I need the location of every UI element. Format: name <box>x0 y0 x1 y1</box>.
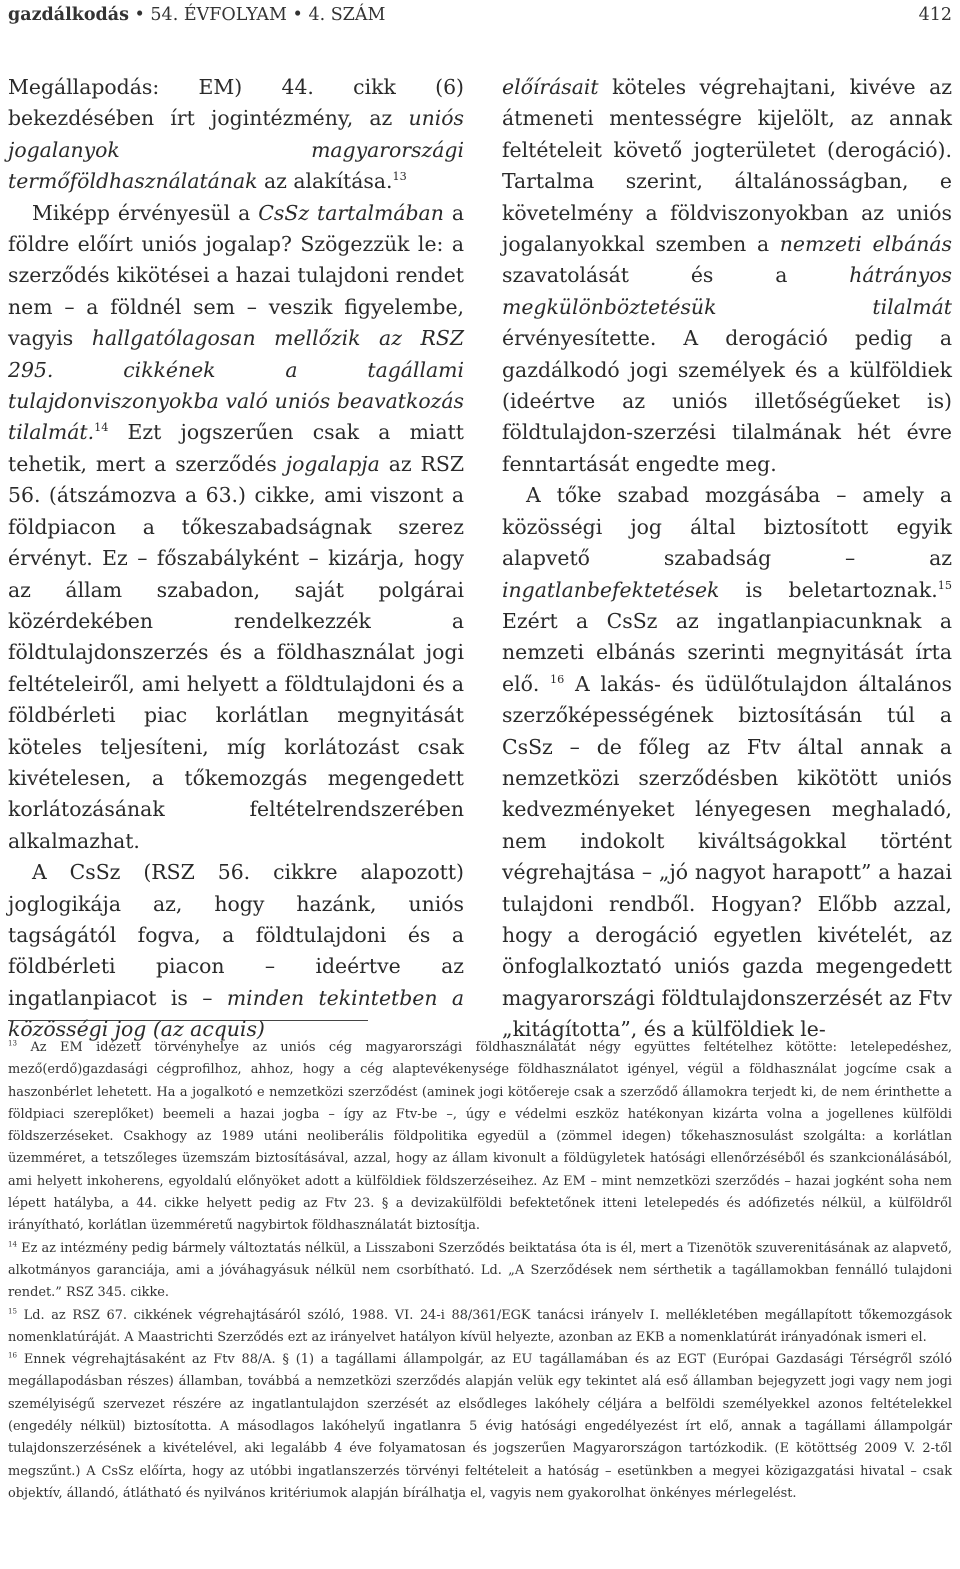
body-text: Ezt jogszerűen csak a miatt tehetik, mert a szerződés <box>8 420 464 476</box>
footnote-text: Ld. az RSZ 67. cikkének végrehajtásáról szóló, 1988. VI. 24-i 88/361/EGK tanácsi irányelv I. mellékletében megállapított tőkemozgások nomenklatúráját. A Maastrichti Szerződés ezt az irányelvet hatályon kívül helyezte, azonban az EKB a nomenklatúrát irányadónak ismeri el. <box>8 1307 952 1345</box>
emphasis-text: CsSz tartalmában <box>258 200 444 225</box>
body-text: érvényesítette. A derogáció pedig a gazdálkodó jogi személyek és a külföldiek (ideértve az uniós illetőségűeket is) földtulajdon-szerzési tilalmának hét évre fenntartását engedte meg. <box>502 326 952 476</box>
body-text: A tőke szabad mozgásába – amely a közösségi jog által biztosított egyik alapvető szabadság – az <box>502 483 952 571</box>
footnote-reference: 13 <box>392 170 407 184</box>
footnote <box>8 1238 952 1305</box>
right-column-paragraph <box>502 72 952 480</box>
left-column-paragraph <box>8 72 464 198</box>
footnote-text: Az EM idézett törvényhelye az uniós cég magyarországi földhasználatát négy együttes feltételhez kötötte: letelepedéshez, mező(erdő)gazdasági cégprofilhoz, ahhoz, hogy a cég alaptevékenysége földhasználatot igényel, végül a földhasználat jogcíme csak a haszonbérlet lehetett. Ha a jogalkotó e nemzetközi szerződést (aminek jogi kötőereje csak a szerződő államokra terjedt ki, de nem érinthette a földpiaci szereplőket) beemeli a hazai jogba – így az Ftv-be –, úgy e védelmi eszköz hatékonyan kizárta volna a jogellenes külföldi földszerzéseket. Csakhogy az 1989 utáni neoliberális földpolitika egyedül a (zömmel idegen) tőkehasznosulást szolgálta: a korlátlan üzemméret, a tetszőleges üzemszám biztosításával, azzal, hogy az állam kivonult a földügyletek hatósági ellenőrzéséből és szankcionálásából, ami helyett inkoherens, egyoldalú előnyöket adott a külföldiek földszerzéseihez. Az EM – mint nemzetközi szerződés – hazai jogként soha nem lépett hatályba, a 44. cikke helyett pedig az Ftv 23. § a devizakülföldi befektetőnek itteni letelepedés és adófizetés nélkül, a külföldről irányítható, korlátlan üzemméretű nagybirtok földhasználatát biztosítja. <box>8 1040 952 1234</box>
footnote-number: 13 <box>8 1038 18 1048</box>
footnote-reference: 15 <box>937 578 952 592</box>
emphasis-text: minden tekintetben a közösségi jog (az acquis) <box>8 985 464 1042</box>
footnote <box>8 1037 952 1238</box>
footnote <box>8 1349 952 1505</box>
footnote-reference: 14 <box>94 421 109 435</box>
footnote-number: 15 <box>8 1306 18 1316</box>
footnote-number: 16 <box>8 1350 18 1360</box>
footnote-reference: 16 <box>550 672 565 686</box>
body-text: Ezért a CsSz az ingatlanpiacunknak a nemzeti elbánás szerinti megnyitását írta elő. <box>502 608 952 696</box>
body-text: A lakás- és üdülőtulajdon általános szerzőképességének biztosításán túl a CsSz – de főleg az Ftv által annak a nemzetközi szerződésben kikötött uniós kedvezményeket lényegesen meghaladó, nem indokolt kiváltságokkal történt végrehajtása – „jó nagyot harapott” a hazai tulajdoni rendből. Hogyan? Előbb azzal, hogy a derogáció egyetlen kivételét, az önfoglalkoztató uniós gazda megengedett magyarországi földtulajdonszerzését az Ftv „kitágította”, és a külföldiek le- <box>502 671 952 1042</box>
volume-label: 54. ÉVFOLYAM <box>150 5 287 25</box>
left-column-paragraph <box>8 198 464 858</box>
footnote-text: Ennek végrehajtásaként az Ftv 88/A. § (1) a tagállami állampolgár, az EU tagállamában és az EGT (Európai Gazdasági Térségről szóló megállapodásban részes) államban, továbbá a nemzetközi szerződés alapján velük egy tekintet alá eső államban bejegyzett jogi vagy nem jogi személyiségű szervezet részére az ingatlantulajdon szerzését az elsődleges lakóhely céljára a belföldi személyekkel azonos feltételekkel (engedély nélkül) biztosította. A másodlagos lakóhelyű ingatlanra 5 évig hatósági engedélyezést írt elő, annak a tagállami állampolgár tulajdonszerzésének a kivételével, aki legalább 4 éve folyamatosan és jogszerűen Magyarországon tartózkodik. (E kötöttség 2009 V. 2-től megszűnt.) A CsSz előírta, hogy az utóbbi ingatlanszerzés törvényi feltételeit a hatóság – esetünkben a megyei közigazgatási hivatal – csak objektív, állandó, átlátható és nyilvános kritériumok alapján bírálhatja el, vagyis nem gyakorolhat önkényes mérlegelést. <box>8 1352 952 1501</box>
body-text: Megállapodás: EM) 44. cikk (6) bekezdésében írt jogintézmény, az <box>8 75 464 131</box>
right-text-column <box>502 72 952 1046</box>
body-text: az RSZ 56. (átszámozva a 63.) cikke, ami viszont a földpiacon a tőkeszabadságnak szerez érvényt. Ez – főszabályként – kizárja, hogy az állam szabadon, saját polgárai közérdekében rendelkezzék a földtulajdonszerzés és a földhasználat jogi feltételeiről, ami helyett a földtulajdoni és a földbérleti piac korlátlan megnyitását köteles teljesíteni, míg korlátozást csak kivételesen, a tőkemozgás megengedett korlátozásának feltételrendszerében alkalmazhat. <box>8 451 464 853</box>
page-number: 412 <box>918 5 952 25</box>
emphasis-text: hallgatólagosan mellőzik az RSZ 295. cikkének a tagállami tulajdonviszonyokba való uniós beavatkozás tilalmát. <box>8 326 465 445</box>
issue-label: 4. SZÁM <box>308 5 386 25</box>
footnote-number: 14 <box>8 1239 18 1249</box>
page-header <box>8 2 952 30</box>
emphasis-text: jogalapja <box>285 451 380 476</box>
journal-title: gazdálkodás <box>8 5 129 25</box>
body-text: az alakítása. <box>257 169 393 194</box>
body-text: köteles végrehajtani, kivéve az átmeneti mentességre kijelölt, az annak feltételeit követő jogterületet (derogáció). Tartalma szerint, általánosságban, e követelmény a földviszonyokban az uniós jogalanyokkal szemben a <box>502 75 952 257</box>
running-head <box>8 2 385 28</box>
left-column-paragraph <box>8 857 464 1045</box>
footnote-text: Ez az intézmény pedig bármely változtatás nélkül, a Lisszaboni Szerződés beiktatása óta is él, mert a Tizenötök szuverenitásának az alapvető, alkotmányos garanciája, ami a jóváhagyásuk nélkül nem csorbítható. Ld. „A Szerződések nem sérthetik a tagállamokban fennálló tulajdoni rendet.” RSZ 345. cikke. <box>8 1240 952 1301</box>
footnotes <box>8 1037 952 1505</box>
left-text-column <box>8 72 464 1046</box>
emphasis-text: ingatlanbefektetések <box>502 577 720 602</box>
emphasis-text: uniós jogalanyok magyarországi termőföldhasználatának <box>8 106 464 194</box>
header-separator: • <box>128 5 151 25</box>
body-text: a földre előírt uniós jogalap? Szögezzük le: a szerződés kikötései a hazai tulajdoni rendet nem – a földnél sem – veszik figyelembe, vagyis <box>8 200 464 351</box>
body-text: Miképp érvényesül a <box>32 200 259 225</box>
footnote-separator <box>8 1020 368 1021</box>
emphasis-text: előírásait <box>502 75 599 99</box>
footnote <box>8 1305 952 1350</box>
body-text: is beletartoznak. <box>719 577 938 602</box>
body-text: A CsSz (RSZ 56. cikkre alapozott) joglogikája az, hogy hazánk, uniós tagságától fogva, a földtulajdoni és a földbérleti piacon – ideértve az ingatlanpiacot is – <box>8 860 464 1010</box>
emphasis-text: nemzeti elbánás <box>779 232 952 257</box>
right-column-paragraph <box>502 480 952 1045</box>
emphasis-text: hátrányos megkülönböztetésük tilalmát <box>502 263 952 319</box>
body-text: szavatolását és a <box>502 263 850 288</box>
header-separator: • <box>286 5 309 25</box>
